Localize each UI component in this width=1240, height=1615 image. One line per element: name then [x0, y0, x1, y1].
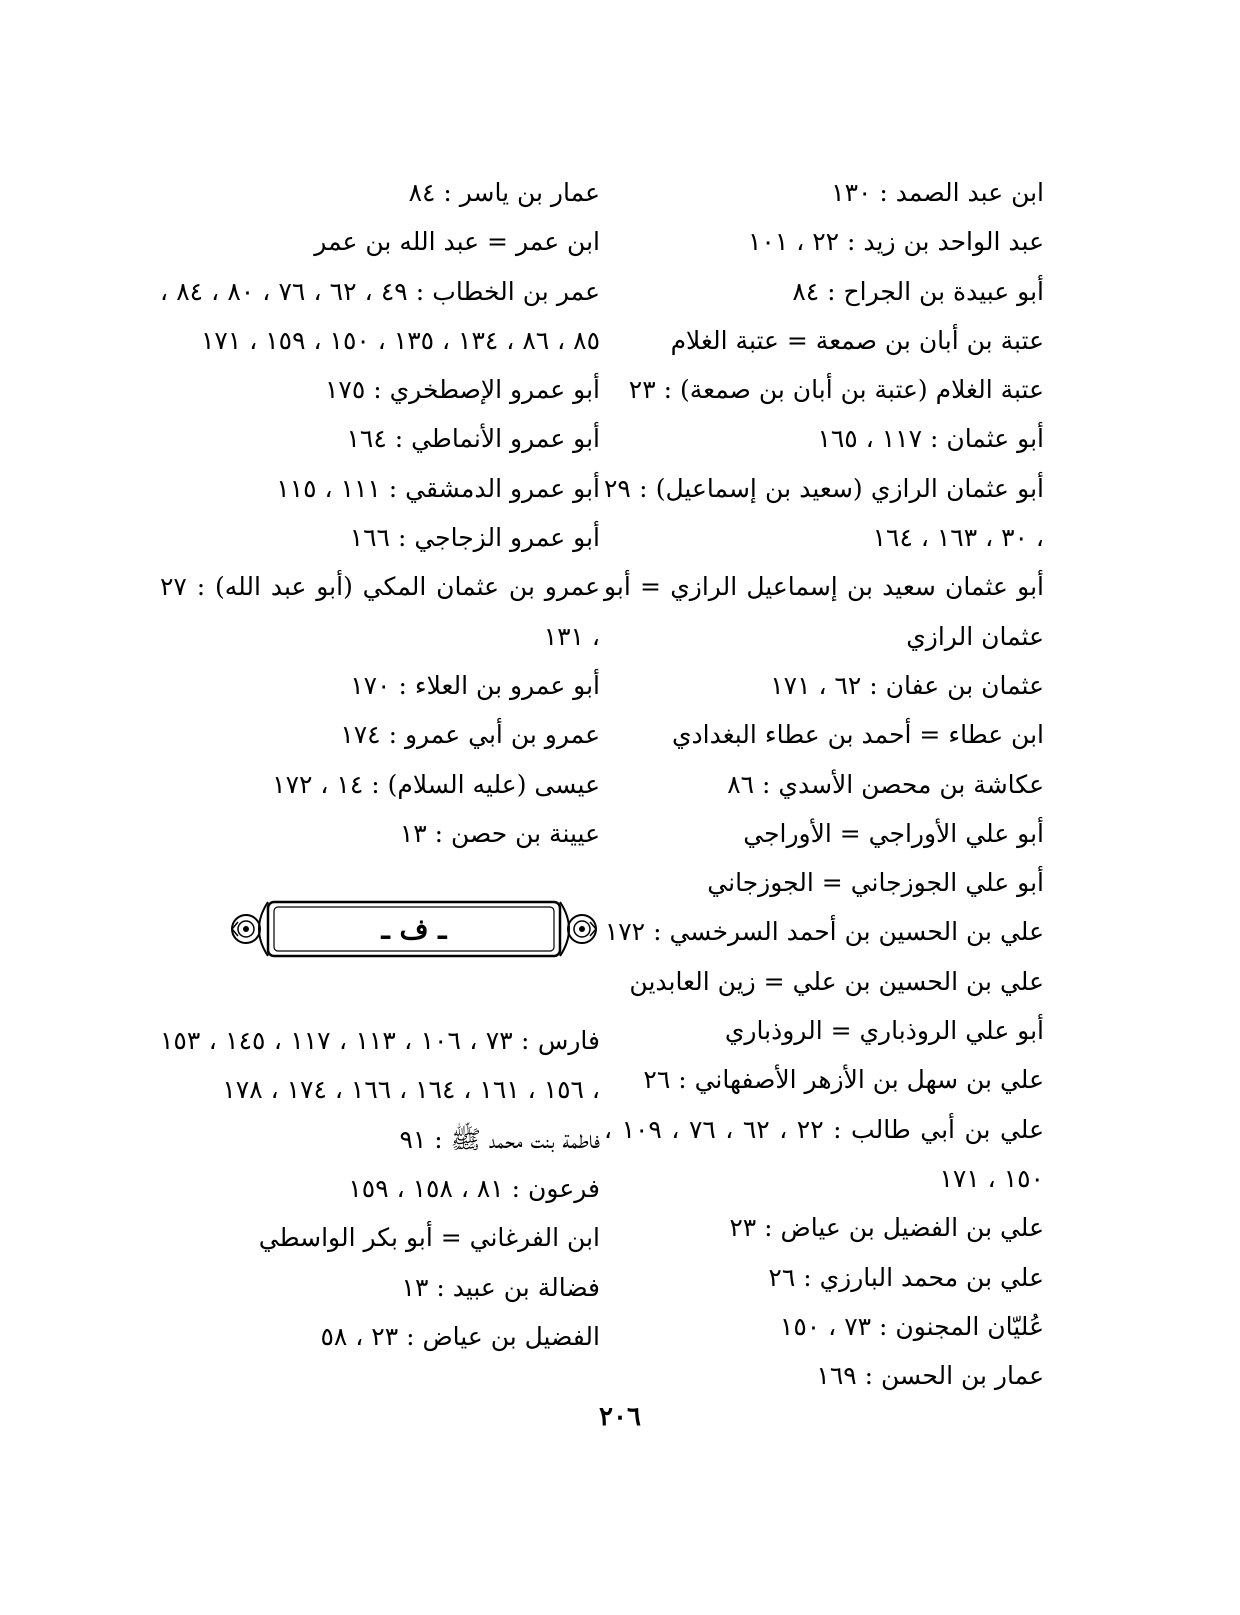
index-entry: أبو عمرو الأنماطي : ١٦٤ — [346, 424, 600, 454]
index-entry: أبو عمرو الإصطخري : ١٧٥ — [324, 375, 600, 405]
index-entry: عُليّان المجنون : ٧٣ ، ١٥٠ — [779, 1311, 1044, 1341]
index-entry: عمار بن الحسن : ١٦٩ — [816, 1361, 1044, 1391]
index-entry: ابن عبد الصمد : ١٣٠ — [831, 178, 1044, 207]
index-entry: أبو عثمان سعيد بن إسماعيل الرازي = أبو عثمان الرازي — [604, 572, 1044, 651]
index-entry: ابن الفرغاني = أبو بكر الواسطي — [258, 1223, 600, 1253]
index-entry: علي بن محمد البارزي : ٢٦ — [768, 1262, 1044, 1292]
index-column-right — [604, 168, 1044, 1400]
index-entry: عمار بن ياسر : ٨٤ — [408, 178, 600, 207]
index-entry: أبو عمرو الزجاجي : ١٦٦ — [349, 523, 600, 553]
index-entry: عمرو بن عثمان المكي (أبو عبد الله) : ٢٧ ، ١٣١ — [160, 572, 600, 651]
index-entry: فاطمة بنت محمد ﷺ : ٩١ — [399, 1124, 600, 1154]
ornamental-frame — [228, 896, 600, 962]
index-entry: ابن عمر = عبد الله بن عمر — [314, 227, 600, 257]
index-entry: عمرو بن أبي عمرو : ١٧٤ — [340, 720, 600, 750]
index-entry: علي بن الحسين بن علي = زين العابدين — [629, 966, 1044, 996]
index-entry: عتبة بن أبان بن صمعة = عتبة الغلام — [670, 325, 1044, 355]
index-entry: أبو علي الأوراجي = الأوراجي — [743, 818, 1044, 848]
index-entry: عتبة الغلام (عتبة بن أبان بن صمعة) : ٢٣ — [628, 375, 1044, 405]
index-entry: علي بن الفضيل بن عياض : ٢٣ — [729, 1213, 1044, 1243]
index-entry: ابن عطاء = أحمد بن عطاء البغدادي — [671, 720, 1044, 750]
page-number: ٢٠٦ — [599, 1402, 641, 1432]
index-entry: أبو عبيدة بن الجراح : ٨٤ — [792, 276, 1044, 306]
index-entry: عمر بن الخطاب : ٤٩ ، ٦٢ ، ٧٦ ، ٨٠ ، ٨٤ ، ٨٥ ، ٨٦ ، ١٣٤ ، ١٣٥ ، ١٥٠ ، ١٥٩ ، ١٧١ — [160, 276, 601, 355]
index-entry: أبو عثمان : ١١٧ ، ١٦٥ — [817, 424, 1044, 454]
section-divider — [160, 858, 600, 1016]
index-entry: عبد الواحد بن زيد : ٢٢ ، ١٠١ — [747, 227, 1044, 257]
index-entry: أبو علي الروذباري = الروذباري — [724, 1016, 1044, 1046]
index-entry: أبو عمرو بن العلاء : ١٧٠ — [350, 670, 600, 700]
index-entry: علي بن الحسين بن أحمد السرخسي : ١٧٢ — [604, 917, 1044, 947]
index-entry: عيينة بن حصن : ١٣ — [399, 818, 600, 848]
index-entry: أبو عثمان الرازي (سعيد بن إسماعيل) : ٢٩ ، ٣٠ ، ١٦٣ ، ١٦٤ — [604, 473, 1044, 553]
index-entry: فرعون : ٨١ ، ١٥٨ ، ١٥٩ — [348, 1174, 600, 1204]
index-column-left — [160, 168, 600, 1361]
index-entry: علي بن سهل بن الأزهر الأصفهاني : ٢٦ — [643, 1065, 1044, 1095]
index-entry: الفضيل بن عياض : ٢٣ ، ٥٨ — [320, 1321, 600, 1351]
index-entry: عيسى (عليه السلام) : ١٤ ، ١٧٢ — [272, 769, 600, 799]
section-heading: ـ ف ـ — [381, 912, 447, 946]
index-entry: فضالة بن عبيد : ١٣ — [401, 1272, 600, 1302]
index-entry: أبو علي الجوزجاني = الجوزجاني — [707, 868, 1044, 898]
index-entry: عكاشة بن محصن الأسدي : ٨٦ — [727, 769, 1044, 799]
index-entry: أبو عمرو الدمشقي : ١١١ ، ١١٥ — [276, 473, 600, 503]
index-entry: فارس : ٧٣ ، ١٠٦ ، ١١٣ ، ١١٧ ، ١٤٥ ، ١٥٣ ، ١٥٦ ، ١٦١ ، ١٦٤ ، ١٦٦ ، ١٧٤ ، ١٧٨ — [160, 1026, 601, 1105]
index-entry: عثمان بن عفان : ٦٢ ، ١٧١ — [770, 670, 1044, 700]
index-entry: علي بن أبي طالب : ٢٢ ، ٦٢ ، ٧٦ ، ١٠٩ ، ١٥٠ ، ١٧١ — [604, 1114, 1044, 1193]
